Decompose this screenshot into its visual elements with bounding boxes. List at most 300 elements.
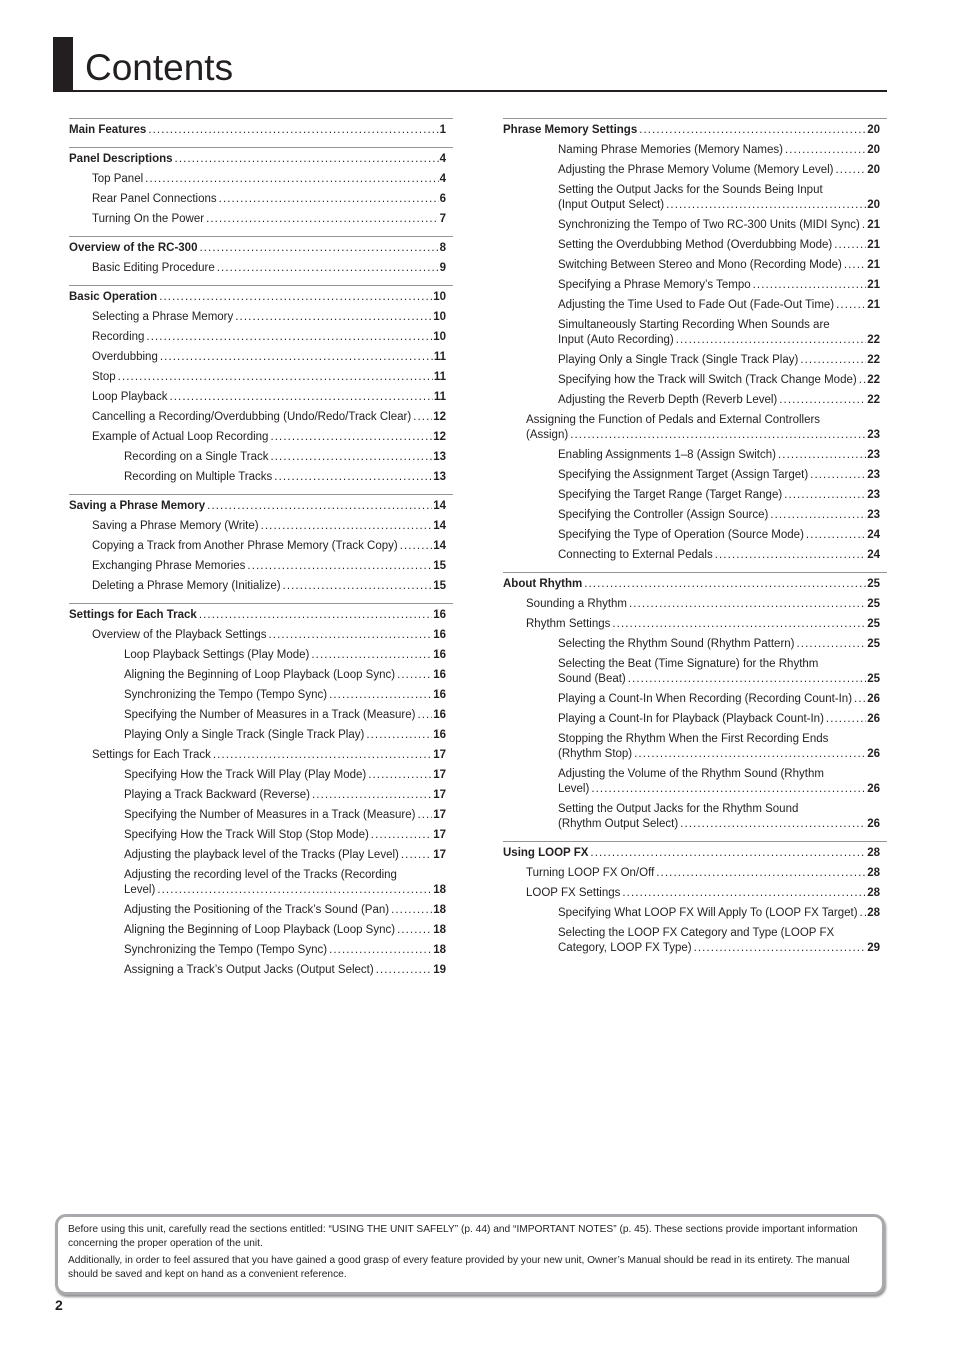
toc-entry-title: Playing Only a Single Track (Single Track Play) (124, 729, 365, 741)
toc-entry-title: Aligning the Beginning of Loop Playback (Loop Sync) (124, 669, 396, 681)
toc-section (69, 285, 453, 485)
toc-entry[interactable] (503, 413, 887, 443)
leader-dots (157, 883, 432, 898)
toc-entry-title: Specifying the Type of Operation (Source Mode) (558, 529, 804, 541)
toc-entry[interactable] (69, 152, 453, 167)
toc-entry[interactable] (69, 212, 453, 227)
toc-entry[interactable] (503, 577, 887, 592)
toc-entry-title: Synchronizing the Tempo of Two RC-300 Units (MIDI Sync) (558, 219, 860, 231)
toc-entry-title: Simultaneously Starting Recording When Sounds are (558, 319, 830, 331)
toc-entry-line (558, 508, 880, 523)
toc-entry[interactable] (503, 802, 887, 832)
toc-entry-title: Specifying What LOOP FX Will Apply To (LOOP FX Target) (558, 907, 858, 919)
toc-entry[interactable] (503, 637, 887, 652)
leader-dots (270, 450, 432, 465)
leader-dots (639, 123, 866, 138)
toc-entry[interactable] (69, 579, 453, 594)
toc-page-number: 18 (433, 884, 446, 896)
toc-entry-title: Sounding a Rhythm (526, 598, 628, 610)
toc-entry[interactable] (69, 261, 453, 276)
toc-entry-line (92, 628, 446, 643)
toc-entry-line (558, 941, 880, 956)
toc-entry-line (526, 886, 880, 901)
toc-entry-line (558, 468, 880, 483)
toc-entry[interactable] (503, 906, 887, 921)
toc-entry[interactable] (69, 748, 453, 763)
toc-entry[interactable] (69, 708, 453, 723)
toc-entry-title: About Rhythm (503, 578, 583, 590)
toc-page-number: 15 (433, 560, 446, 572)
leader-dots (779, 393, 866, 408)
leader-dots (397, 668, 432, 683)
toc-entry[interactable] (69, 668, 453, 683)
notice-line: should be saved and kept on hand as a convenient reference. (68, 1268, 347, 1280)
leader-dots (859, 373, 867, 388)
toc-entry-title: Main Features (69, 124, 147, 136)
toc-entry-title: Settings for Each Track (69, 609, 197, 621)
toc-entry-title: Level) (124, 884, 156, 896)
toc-entry-line (558, 238, 880, 253)
leader-dots (148, 123, 438, 138)
toc-page-number: 20 (867, 199, 880, 211)
toc-entry[interactable] (503, 163, 887, 178)
leader-dots (169, 390, 432, 405)
leader-dots (628, 672, 866, 687)
toc-entry[interactable] (503, 448, 887, 463)
toc-entry-title: (Rhythm Stop) (558, 748, 633, 760)
toc-entry[interactable] (503, 183, 887, 213)
toc-page-number: 26 (867, 748, 880, 760)
toc-entry-line (558, 548, 880, 563)
toc-entry[interactable] (69, 410, 453, 425)
toc-entry-line (124, 450, 446, 465)
toc-entry-line (92, 370, 446, 385)
toc-page-number: 28 (867, 887, 880, 899)
toc-entry[interactable] (69, 539, 453, 554)
toc-entry-title: Connecting to External Pedals (558, 549, 713, 561)
toc-entry[interactable] (503, 393, 887, 408)
toc-page-number: 25 (867, 638, 880, 650)
toc-entry-line (558, 637, 880, 652)
toc-page-number: 20 (867, 124, 880, 136)
toc-entry[interactable] (503, 238, 887, 253)
toc-entry-title: Recording on Multiple Tracks (124, 471, 273, 483)
toc-entry-title: Overview of the Playback Settings (92, 629, 267, 641)
toc-entry-line (558, 692, 880, 707)
toc-entry[interactable] (69, 943, 453, 958)
toc-page-number: 10 (433, 331, 446, 343)
toc-entry[interactable] (69, 923, 453, 938)
leader-dots (854, 692, 866, 707)
toc-entry[interactable] (503, 597, 887, 612)
toc-entry[interactable] (503, 488, 887, 503)
toc-entry-title: Example of Actual Loop Recording (92, 431, 269, 443)
toc-entry-line (558, 278, 880, 293)
toc-entry-title: Selecting the Rhythm Sound (Rhythm Pattern) (558, 638, 795, 650)
leader-dots (368, 768, 432, 783)
notice-line: Additionally, in order to feel assured that you have gained a good grasp of every feature provided by your new unit, Owner’s Manual should be read in its entirety. The manual (68, 1255, 850, 1266)
toc-page-number: 28 (867, 867, 880, 879)
toc-entry-line (124, 923, 446, 938)
toc-entry-title: Assigning the Function of Pedals and External Controllers (526, 414, 821, 426)
toc-page-number: 18 (433, 944, 446, 956)
leader-dots (270, 430, 432, 445)
toc-entry[interactable] (503, 508, 887, 523)
toc-entry-line (92, 261, 446, 276)
toc-page-number: 23 (867, 429, 880, 441)
toc-entry[interactable] (69, 370, 453, 385)
leader-dots (584, 577, 866, 592)
leader-dots (159, 290, 432, 305)
toc-entry[interactable] (503, 143, 887, 158)
toc-entry[interactable] (69, 430, 453, 445)
leader-dots (797, 637, 867, 652)
toc-entry[interactable] (69, 450, 453, 465)
toc-entry[interactable] (503, 617, 887, 632)
toc-page-number: 10 (433, 311, 446, 323)
notice-paragraph (68, 1223, 872, 1250)
toc-entry[interactable] (503, 866, 887, 881)
leader-dots (785, 143, 866, 158)
toc-entry[interactable] (69, 123, 453, 138)
toc-entry[interactable] (69, 470, 453, 485)
toc-entry[interactable] (69, 172, 453, 187)
leader-dots (676, 333, 867, 348)
leader-dots (591, 782, 866, 797)
toc-entry-line (124, 943, 446, 958)
toc-entry-line (69, 241, 446, 256)
toc-entry-title: Cancelling a Recording/Overdubbing (Undo/Redo/Track Clear) (92, 411, 412, 423)
toc-entry-title: Adjusting the Positioning of the Track’s Sound (Pan) (124, 904, 390, 916)
toc-entry-title: Recording on a Single Track (124, 451, 269, 463)
toc-entry[interactable] (69, 390, 453, 405)
toc-entry[interactable] (503, 218, 887, 233)
leader-dots (834, 238, 866, 253)
toc-page-number: 18 (433, 904, 446, 916)
toc-entry[interactable] (503, 353, 887, 368)
toc-entry[interactable] (503, 712, 887, 727)
toc-entry-title: Rhythm Settings (526, 618, 611, 630)
toc-entry-title: Input (Auto Recording) (558, 334, 674, 346)
toc-page-number: 12 (433, 411, 446, 423)
toc-page-number: 11 (433, 391, 446, 403)
toc-entry-title: Using LOOP FX (503, 847, 589, 859)
toc-entry-title: Adjusting the recording level of the Tracks (Recording (124, 869, 397, 881)
toc-entry-line (558, 393, 880, 408)
leader-dots (810, 468, 866, 483)
toc-entry-title: Playing Only a Single Track (Single Track Play) (558, 354, 799, 366)
toc-entry-title: Selecting a Phrase Memory (92, 311, 234, 323)
toc-page-number: 28 (867, 907, 880, 919)
toc-entry[interactable] (69, 903, 453, 918)
toc-entry-line (558, 672, 880, 687)
toc-page-number: 16 (433, 729, 446, 741)
toc-entry-title: Assigning a Track’s Output Jacks (Output Select) (124, 964, 374, 976)
toc-entry-line (558, 817, 880, 832)
toc-entry-line (558, 906, 880, 921)
toc-entry-line (124, 828, 446, 843)
toc-entry-title: Basic Editing Procedure (92, 262, 215, 274)
toc-entry[interactable] (503, 657, 887, 687)
toc-page-number: 25 (867, 578, 880, 590)
toc-entry-title: Rear Panel Connections (92, 193, 217, 205)
toc-entry-title: Setting the Output Jacks for the Sounds Being Input (558, 184, 823, 196)
toc-entry[interactable] (69, 330, 453, 345)
toc-entry[interactable] (503, 298, 887, 313)
leader-dots (283, 579, 433, 594)
toc-entry[interactable] (69, 290, 453, 305)
toc-entry[interactable] (69, 519, 453, 534)
leader-dots (666, 198, 866, 213)
toc-entry-line (558, 373, 880, 388)
leader-dots (800, 353, 866, 368)
leader-dots (826, 712, 866, 727)
toc-page-number: 14 (433, 520, 446, 532)
toc-page-number: 26 (867, 713, 880, 725)
toc-entry-line (526, 597, 880, 612)
toc-page-number: 25 (867, 618, 880, 630)
title-accent-bar (53, 37, 73, 91)
notice-box (55, 1214, 885, 1295)
toc-page-number: 24 (867, 549, 880, 561)
toc-entry-line (92, 192, 446, 207)
toc-entry[interactable] (503, 886, 887, 901)
toc-entry-line (92, 519, 446, 534)
toc-entry[interactable] (69, 868, 453, 898)
toc-entry-title: Level) (558, 783, 590, 795)
toc-entry[interactable] (503, 767, 887, 797)
leader-dots (680, 817, 866, 832)
toc-entry-line (92, 579, 446, 594)
toc-entry[interactable] (503, 258, 887, 273)
leader-dots (570, 428, 866, 443)
toc-page-number: 1 (439, 124, 446, 136)
toc-entry[interactable] (69, 499, 453, 514)
toc-entry[interactable] (69, 241, 453, 256)
toc-entry[interactable] (69, 728, 453, 743)
toc-entry-title: Specifying the Number of Measures in a Track (Measure) (124, 809, 416, 821)
toc-entry-line (69, 499, 446, 514)
toc-entry-title: Setting the Output Jacks for the Rhythm Sound (558, 803, 799, 815)
toc-entry-title: Aligning the Beginning of Loop Playback (Loop Sync) (124, 924, 396, 936)
leader-dots (118, 370, 433, 385)
toc-entry-line (558, 712, 880, 727)
toc-page-number: 11 (433, 371, 446, 383)
toc-page-number: 25 (867, 598, 880, 610)
toc-entry-title: Panel Descriptions (69, 153, 173, 165)
toc-page-number: 22 (867, 334, 880, 346)
toc-entry-title: Stop (92, 371, 116, 383)
toc-entry-title: Recording (92, 331, 145, 343)
leader-dots (261, 519, 433, 534)
toc-entry[interactable] (503, 732, 887, 762)
toc-entry-title: Adjusting the Reverb Depth (Reverb Level) (558, 394, 778, 406)
toc-entry-title: Saving a Phrase Memory (Write) (92, 520, 259, 532)
toc-entry[interactable] (69, 768, 453, 783)
notice-paragraph (68, 1254, 872, 1281)
toc-page-number: 12 (433, 431, 446, 443)
toc-page-number: 26 (867, 693, 880, 705)
leader-dots (175, 152, 439, 167)
leader-dots (146, 330, 432, 345)
toc-column-left (69, 118, 453, 987)
toc-entry-title: Specifying a Phrase Memory’s Tempo (558, 279, 751, 291)
toc-page-number: 21 (867, 259, 880, 271)
leader-dots (753, 278, 867, 293)
toc-entry-line (526, 617, 880, 632)
toc-entry-line (526, 866, 880, 881)
toc-entry-title: Enabling Assignments 1–8 (Assign Switch) (558, 449, 776, 461)
toc-entry-line (558, 528, 880, 543)
leader-dots (217, 261, 439, 276)
toc-entry-line (124, 848, 446, 863)
toc-entry-line (558, 258, 880, 273)
toc-entry-line (92, 410, 446, 425)
toc-page-number: 17 (433, 809, 446, 821)
leader-dots (311, 648, 432, 663)
toc-page-number: 4 (439, 153, 446, 165)
toc-entry[interactable] (69, 192, 453, 207)
toc-entry[interactable] (503, 846, 887, 861)
leader-dots (391, 903, 432, 918)
toc-entry[interactable] (69, 608, 453, 623)
toc-entry[interactable] (69, 648, 453, 663)
toc-entry-title: Synchronizing the Tempo (Tempo Sync) (124, 944, 328, 956)
toc-entry-line (558, 333, 880, 348)
toc-entry-title: Specifying How the Track Will Stop (Stop Mode) (124, 829, 369, 841)
toc-entry-title: Specifying the Number of Measures in a Track (Measure) (124, 709, 416, 721)
toc-entry-line (92, 539, 446, 554)
toc-entry-line (92, 748, 446, 763)
toc-entry-line (124, 883, 446, 898)
toc-entry-line (69, 152, 446, 167)
leader-dots (784, 488, 866, 503)
leader-dots (770, 508, 866, 523)
toc-page-number: 23 (867, 509, 880, 521)
leader-dots (778, 448, 866, 463)
toc-page-number: 17 (433, 769, 446, 781)
toc-entry-title: Synchronizing the Tempo (Tempo Sync) (124, 689, 328, 701)
leader-dots (836, 298, 866, 313)
toc-entry[interactable] (69, 848, 453, 863)
toc-entry[interactable] (69, 788, 453, 803)
leader-dots (634, 747, 866, 762)
toc-entry-line (69, 290, 446, 305)
leader-dots (329, 688, 432, 703)
toc-entry[interactable] (503, 278, 887, 293)
toc-entry-line (558, 747, 880, 762)
toc-entry-title: Adjusting the Phrase Memory Volume (Memory Level) (558, 164, 834, 176)
toc-entry-title: LOOP FX Settings (526, 887, 621, 899)
toc-entry-line (558, 143, 880, 158)
toc-entry[interactable] (503, 692, 887, 707)
toc-section (69, 603, 453, 978)
toc-entry-line (124, 708, 446, 723)
leader-dots (835, 163, 866, 178)
toc-entry-line (558, 488, 880, 503)
toc-entry[interactable] (69, 628, 453, 643)
toc-page-number: 17 (433, 829, 446, 841)
toc-page-number: 13 (433, 471, 446, 483)
toc-entry-title: Playing a Count-In for Playback (Playback Count-In) (558, 713, 824, 725)
toc-page-number: 16 (433, 709, 446, 721)
toc-entry[interactable] (69, 808, 453, 823)
leader-dots (366, 728, 432, 743)
toc-entry[interactable] (69, 688, 453, 703)
leader-dots (417, 808, 432, 823)
toc-entry-title: Basic Operation (69, 291, 158, 303)
leader-dots (247, 559, 432, 574)
toc-entry-title: Overview of the RC-300 (69, 242, 198, 254)
leader-dots (806, 528, 866, 543)
toc-page-number: 25 (867, 673, 880, 685)
toc-entry-line (124, 728, 446, 743)
toc-entry-title: Specifying how the Track will Switch (Track Change Mode) (558, 374, 857, 386)
toc-entry-line (526, 428, 880, 443)
toc-entry-line (69, 123, 446, 138)
leader-dots (629, 597, 866, 612)
toc-entry[interactable] (503, 318, 887, 348)
toc-entry[interactable] (69, 828, 453, 843)
toc-entry-line (92, 430, 446, 445)
leader-dots (329, 943, 432, 958)
leader-dots (206, 212, 439, 227)
leader-dots (590, 846, 866, 861)
toc-entry-line (92, 330, 446, 345)
toc-entry[interactable] (503, 548, 887, 563)
leader-dots (145, 172, 438, 187)
toc-entry[interactable] (503, 373, 887, 388)
toc-page-number: 21 (867, 219, 880, 231)
toc-entry[interactable] (69, 559, 453, 574)
toc-page-number: 22 (867, 374, 880, 386)
toc-entry[interactable] (503, 926, 887, 956)
toc-page-number: 20 (867, 144, 880, 156)
toc-section (69, 147, 453, 227)
toc-entry-line (124, 788, 446, 803)
toc-entry-title: (Rhythm Output Select) (558, 818, 679, 830)
toc-entry[interactable] (69, 963, 453, 978)
leader-dots (417, 708, 432, 723)
toc-page-number: 4 (439, 173, 446, 185)
toc-entry-line (558, 163, 880, 178)
toc-entry-line (92, 212, 446, 227)
toc-entry-title: Switching Between Stereo and Mono (Recording Mode) (558, 259, 842, 271)
toc-entry[interactable] (503, 123, 887, 138)
toc-entry-title: Playing a Count-In When Recording (Recording Count-In) (558, 693, 853, 705)
toc-entry-title: Specifying the Assignment Target (Assign Target) (558, 469, 809, 481)
toc-section (69, 118, 453, 138)
toc-page-number: 7 (439, 213, 446, 225)
toc-entry-title: Selecting the Beat (Time Signature) for the Rhythm (558, 658, 819, 670)
toc-entry[interactable] (503, 528, 887, 543)
leader-dots (612, 617, 866, 632)
leader-dots (207, 499, 432, 514)
toc-entry-title: Turning On the Power (92, 213, 205, 225)
leader-dots (400, 539, 432, 554)
toc-entry-title: Specifying How the Track Will Play (Play Mode) (124, 769, 367, 781)
toc-entry-title: Stopping the Rhythm When the First Recording Ends (558, 733, 829, 745)
toc-entry-title: Adjusting the playback level of the Tracks (Play Level) (124, 849, 399, 861)
toc-entry-line (124, 963, 446, 978)
toc-entry[interactable] (503, 468, 887, 483)
toc-entry[interactable] (69, 310, 453, 325)
toc-page-number: 17 (433, 749, 446, 761)
toc-page-number: 15 (433, 580, 446, 592)
leader-dots (160, 350, 433, 365)
toc-entry[interactable] (69, 350, 453, 365)
leader-dots (860, 906, 867, 921)
